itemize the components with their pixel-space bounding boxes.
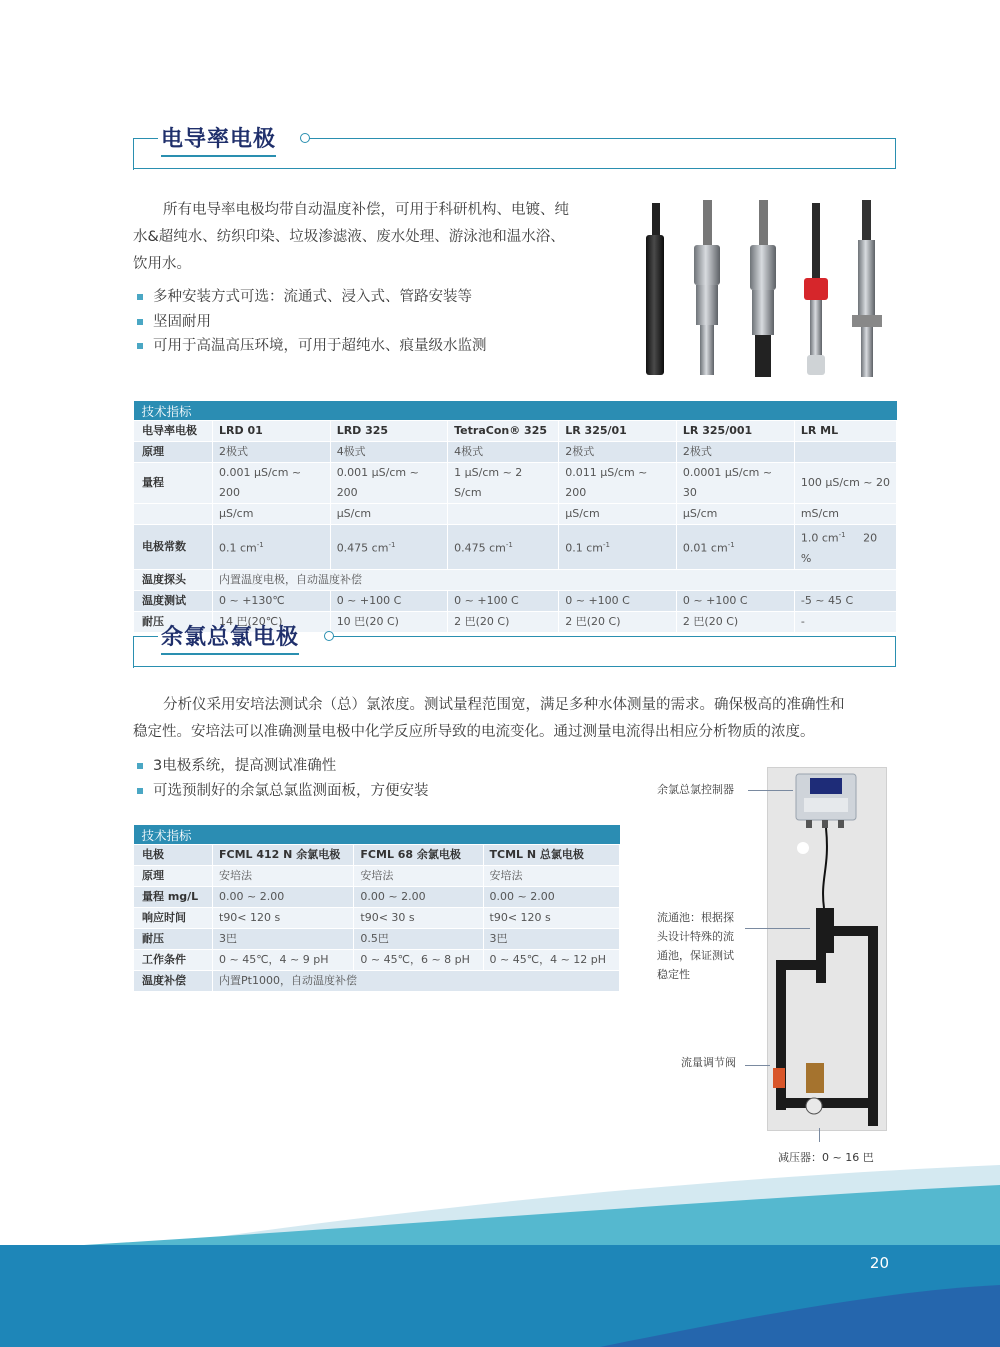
section-header-chlorine	[133, 625, 897, 664]
arrow-line	[745, 928, 810, 929]
table-row: 响应时间 t90< 120 s t90< 30 s t90< 120 s	[134, 908, 620, 929]
table-row: 耐压 3巴 0.5巴 3巴	[134, 929, 620, 950]
chlorine-intro: 分析仪采用安培法测试余（总）氯浓度。测试量程范围宽，满足多种水体测量的需求。确保极高的准确性和 稳定性。安培法可以准确测量电极中化学反应所导致的电流变化。通过测量电流得出相应分析物质的浓度。	[133, 697, 845, 740]
list-item: 可用于高温高压环境，可用于超纯水、痕量级水监测	[135, 334, 605, 359]
section-title-chlorine: 余氯总氯电极	[161, 620, 299, 655]
table-header-row: 电极 FCML 412 N 余氯电极 FCML 68 余氯电极 TCML N 总氯电极	[134, 845, 620, 866]
header-dot	[300, 133, 310, 143]
callout-valve: 流量调节阀	[681, 1056, 736, 1069]
table-row: 温度测试 0 ~ +130℃ 0 ~ +100 C 0 ~ +100 C 0 ~ +100 C 0 ~ +100 C -5 ~ 45 C	[134, 590, 897, 611]
callout-controller: 余氯总氯控制器	[657, 783, 734, 796]
table-row: 原理 安培法 安培法 安培法	[134, 866, 620, 887]
table-row: 量程 mg/L 0.00 ~ 2.00 0.00 ~ 2.00 0.00 ~ 2.00	[134, 887, 620, 908]
conductivity-features	[135, 285, 605, 359]
table-caption: 技术指标	[134, 401, 897, 421]
table-row: 工作条件 0 ~ 45℃，4 ~ 9 pH 0 ~ 45℃，6 ~ 8 pH 0 ~ 45℃，4 ~ 12 pH	[134, 950, 620, 971]
arrow-line	[745, 1065, 770, 1066]
table-caption: 技术指标	[134, 825, 620, 845]
section-header-conductivity	[133, 127, 897, 166]
callout-reducer: 减压器：0 ~ 16 巴	[778, 1151, 874, 1164]
header-dot	[324, 631, 334, 641]
table-row: 原理 2极式 4极式 4极式 2极式 2极式	[134, 442, 897, 463]
list-item: 3电极系统，提高测试准确性	[135, 754, 615, 779]
table-row: 温度补偿 内置Pt1000，自动温度补偿	[134, 971, 620, 992]
list-item: 可选预制好的余氯总氯监测面板，方便安装	[135, 779, 615, 804]
conductivity-electrodes-image	[630, 195, 900, 385]
conductivity-spec-table	[133, 401, 897, 633]
section-title-conductivity: 电导率电极	[161, 122, 276, 157]
panel-illustration	[768, 768, 886, 1130]
table-row: 量程 0.001 µS/cm ~ 200 0.001 µS/cm ~ 200 1 µS/cm ~ 2 S/cm 0.011 µS/cm ~ 200 0.0001 µS/cm ~ 30 100 µS/cm ~ 20	[134, 463, 897, 504]
arrow-line	[819, 1128, 820, 1142]
list-item: 坚固耐用	[135, 310, 605, 335]
table-row: 耐压 14 巴(20℃) 10 巴(20 C) 2 巴(20 C) 2 巴(20 C) 2 巴(20 C) -	[134, 611, 897, 632]
chlorine-spec-table	[133, 825, 620, 992]
list-item: 多种安装方式可选：流通式、浸入式、管路安装等	[135, 285, 605, 310]
callout-flow-cell: 流通池：根据探 头设计特殊的流 通池，保证测试 稳定性	[657, 911, 734, 981]
table-header-row: 电导率电极 LRD 01 LRD 325 TetraCon® 325 LR 325/01 LR 325/001 LR ML	[134, 421, 897, 442]
table-row: µS/cm µS/cm µS/cm µS/cm mS/cm	[134, 504, 897, 525]
conductivity-intro: 所有电导率电极均带自动温度补偿，可用于科研机构、电镀、纯 水&超纯水、纺织印染、垃圾渗滤液、废水处理、游泳池和温水浴、 饮用水。	[133, 202, 569, 272]
footer-wave	[0, 1160, 1000, 1347]
table-row: 温度探头 内置温度电极，自动温度补偿	[134, 569, 897, 590]
page-number: 20	[869, 1254, 889, 1272]
arrow-line	[748, 790, 793, 791]
table-row: 电极常数 0.1 $cm^{-1}$ 0.475 $cm^{-1}$ 0.475 $cm^{-1}$ 0.1 $cm^{-1}$ 0.01 $cm^{-1}$ 1.0 $cm^{-1}$ 20 %	[134, 525, 897, 570]
chlorine-monitoring-panel-image	[767, 767, 887, 1131]
chlorine-features	[135, 754, 615, 803]
